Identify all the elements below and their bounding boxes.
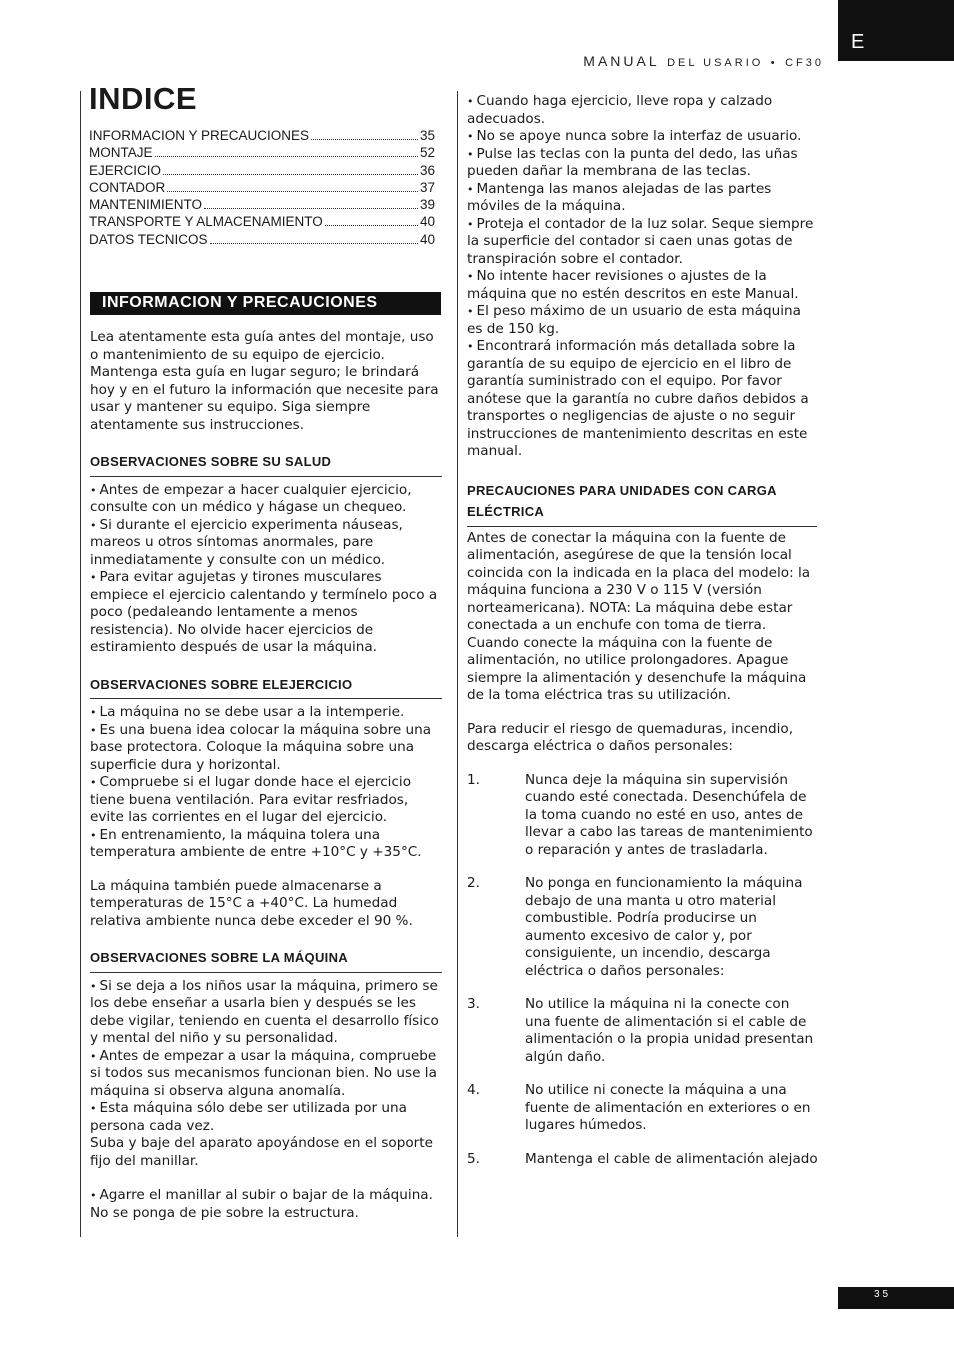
toc-page: 39 [419,197,435,213]
intro-paragraph: Lea atentamente esta guía antes del montaje, uso o mantenimiento de su equipo de ejercicio. Mantenga esta guía en lugar seguro; le brindará hoy y en el futuro la información que necesite para usar y mantener su equipo. Siga siempre atentamente sus instrucciones. [90,329,439,433]
toc-page: 40 [419,214,435,230]
toc-page: 35 [419,128,435,143]
running-header [583,53,824,71]
toc-entry[interactable] [89,231,435,248]
list-item: • Para evitar agujetas y tirones musculares empiece el ejercicio calentando y termínelo poco a poco (pedaleando lentamente a menos resistencia). No olvide hacer ejercicios de estiramiento después de usar la máquina. [90,569,442,657]
item-number: 2. [467,875,480,891]
exercise-heading [90,676,442,700]
section-header-bar [90,292,441,315]
electrical-heading-text: PRECAUCIONES PARA UNIDADES CON CARGA ELÉCTRICA [467,482,777,519]
support-paragraph: Suba y baje del aparato apoyándose en el soporte fijo del manillar. [90,1135,433,1169]
health-heading [90,453,442,477]
left-column-rule [80,91,81,1237]
list-item: • Si durante el ejercicio experimenta náuseas, mareos u otros síntomas anormales, pare inmediatamente y consulte con un médico. [90,517,442,570]
item-number: 5. [467,1150,480,1167]
list-item: • Compruebe si el lugar donde hace el ejercicio tiene buena ventilación. Para evitar resfriados, evite las corrientes en el lugar del ejercicio. [90,774,442,827]
list-item: • Cuando haga ejercicio, lleve ropa y calzado adecuados. [467,93,819,128]
toc-leader [163,174,418,175]
toc-label: INFORMACION Y PRECAUCIONES [89,128,310,143]
list-item: • La máquina no se debe usar a la intemperie. [90,704,442,722]
machine-list [90,978,442,1223]
numbered-item [467,1082,819,1135]
list-item: • Antes de empezar a usar la máquina, compruebe si todos sus mecanismos funcionan bien. No use la máquina si observa alguna anomalía. [90,1048,442,1101]
toc-leader [325,225,418,226]
list-item: • Agarre el manillar al subir o bajar de la máquina. No se ponga de pie sobre la estructura. [90,1187,442,1222]
storage-paragraph: La máquina también puede almacenarse a temperaturas de 15°C a +40°C. La humedad relativa ambiente nunca debe exceder el 90 %. [90,877,413,929]
numbered-item [467,875,819,980]
list-item: • No intente hacer revisiones o ajustes de la máquina que no estén descritos en este Manual. [467,268,819,303]
machine-heading-text: OBSERVACIONES SOBRE LA MÁQUINA [90,950,348,965]
toc-entry[interactable] [89,162,435,179]
toc-label: MONTAJE [89,145,153,161]
toc-leader [167,191,418,192]
list-item: • Mantenga las manos alejadas de las partes móviles de la máquina. [467,181,819,216]
list-item: • Antes de empezar a hacer cualquier ejercicio, consulte con un médico y hágase un chequeo. [90,482,442,517]
numbered-item [467,996,819,1066]
toc-entry[interactable] [89,196,435,213]
center-column-rule [457,91,458,1237]
health-list [90,482,442,657]
page-number: 35 [874,1289,892,1300]
item-number: 4. [467,1082,480,1098]
exercise-list [90,704,442,862]
toc-page: 36 [419,162,435,178]
item-text: No utilice ni conecte la máquina a una fuente de alimentación en exteriores o en lugares húmedos. [525,1082,811,1133]
header-manual: MANUAL [583,53,660,69]
item-text: Nunca deje la máquina sin supervisión cuando esté conectada. Desenchúfela de la toma cuando no esté en uso, antes de llevar a cabo las tareas de mantenimiento o reparación y antes de trasladarla. [525,771,813,858]
toc-entry[interactable] [89,127,435,144]
electrical-paragraph: Antes de conectar la máquina con la fuente de alimentación, asegúrese de que la tensión local coincida con la indicada en la placa del modelo: la máquina funciona a 230 V o 115 V (versión norteamericana). NOTA: La máquina debe estar conectada a un enchufe con toma de tierra. Cuando conecte la máquina con la fuente de alimentación, no utilice prolongadores. Apague siempre la alimentación y desenchufe la máquina de la toma eléctrica tras su utilización. [467,529,811,703]
machine-heading [90,949,442,973]
item-text: No ponga en funcionamiento la máquina debajo de una manta u otro material combustible. Podría producirse un aumento excesivo de calor y, por consiguiente, un incendio, descarga eléctrica o daños personales: [525,875,803,979]
toc-page: 52 [419,145,435,161]
toc-leader [204,208,418,209]
toc-label: EJERCICIO [89,162,162,178]
toc-leader [311,139,418,140]
risk-paragraph: Para reducir el riesgo de quemaduras, incendio, descarga eléctrica o daños personales: [467,720,794,754]
list-item: • El peso máximo de un usuario de esta máquina es de 150 kg. [467,303,819,338]
toc-page: 37 [419,179,435,195]
list-item: • Proteja el contador de la luz solar. Seque siempre la superficie del contador si caen unas gotas de transpiración sobre el contador. [467,216,819,269]
electrical-heading [467,480,817,527]
list-item: • Pulse las teclas con la punta del dedo, las uñas pueden dañar la membrana de las teclas. [467,146,819,181]
toc-leader [155,156,418,157]
section-title: INFORMACION Y PRECAUCIONES [102,294,378,311]
health-heading-text: OBSERVACIONES SOBRE SU SALUD [90,454,332,469]
language-letter: E [851,31,865,53]
list-item: • Si se deja a los niños usar la máquina, primero se los debe enseñar a usarla bien y después se les debe vigilar, teniendo en cuenta el desarrollo físico y mental del niño y su personalidad. [90,978,442,1048]
index-title: INDICE [89,81,198,116]
exercise-heading-text: OBSERVACIONES SOBRE ELEJERCICIO [90,676,353,692]
item-text: Mantenga el cable de alimentación alejado [525,1150,818,1167]
toc-label: DATOS TECNICOS [89,231,208,247]
toc-label: MANTENIMIENTO [89,197,203,213]
toc-leader [210,243,418,244]
list-item: • Esta máquina sólo debe ser utilizada por una persona cada vez. [90,1100,442,1135]
list-item: • Encontrará información más detallada sobre la garantía de su equipo de ejercicio en el libro de garantía suministrado con el equipo. Por favor anótese que la garantía no cubre daños debidos a transportes o negligencias de ajuste o no seguir instrucciones de mantenimiento descritas en este manual. [467,338,819,461]
toc-entry[interactable] [89,144,435,161]
header-model: CF30 [785,57,824,69]
table-of-contents [89,127,435,248]
list-item: • No se apoye nunca sobre la interfaz de usuario. [467,128,819,146]
header-rest: DEL USARIO [667,57,764,69]
list-item: • En entrenamiento, la máquina tolera una temperatura ambiente de entre +10°C y +35°C. [90,827,442,862]
page-number-box [838,1287,954,1309]
toc-page: 40 [419,231,435,247]
numbered-item [467,1151,819,1169]
item-text: No utilice la máquina ni la conecte con una fuente de alimentación si el cable de alimentación o la propia unidad presentan algún daño. [525,996,814,1065]
list-item: • Es una buena idea colocar la máquina sobre una base protectora. Coloque la máquina sobre una superficie dura y horizontal. [90,722,442,775]
item-number: 3. [467,996,480,1012]
item-number: 1. [467,771,480,788]
precautions-list [467,93,819,461]
toc-entry[interactable] [89,179,435,196]
toc-entry[interactable] [89,213,435,230]
toc-label: CONTADOR [89,179,166,195]
toc-label: TRANSPORTE Y ALMACENAMIENTO [89,214,323,230]
language-tab [838,0,954,61]
header-bullet: • [770,57,778,69]
left-column-body [90,329,442,1222]
numbered-item [467,772,819,860]
right-column-body [467,93,819,1168]
